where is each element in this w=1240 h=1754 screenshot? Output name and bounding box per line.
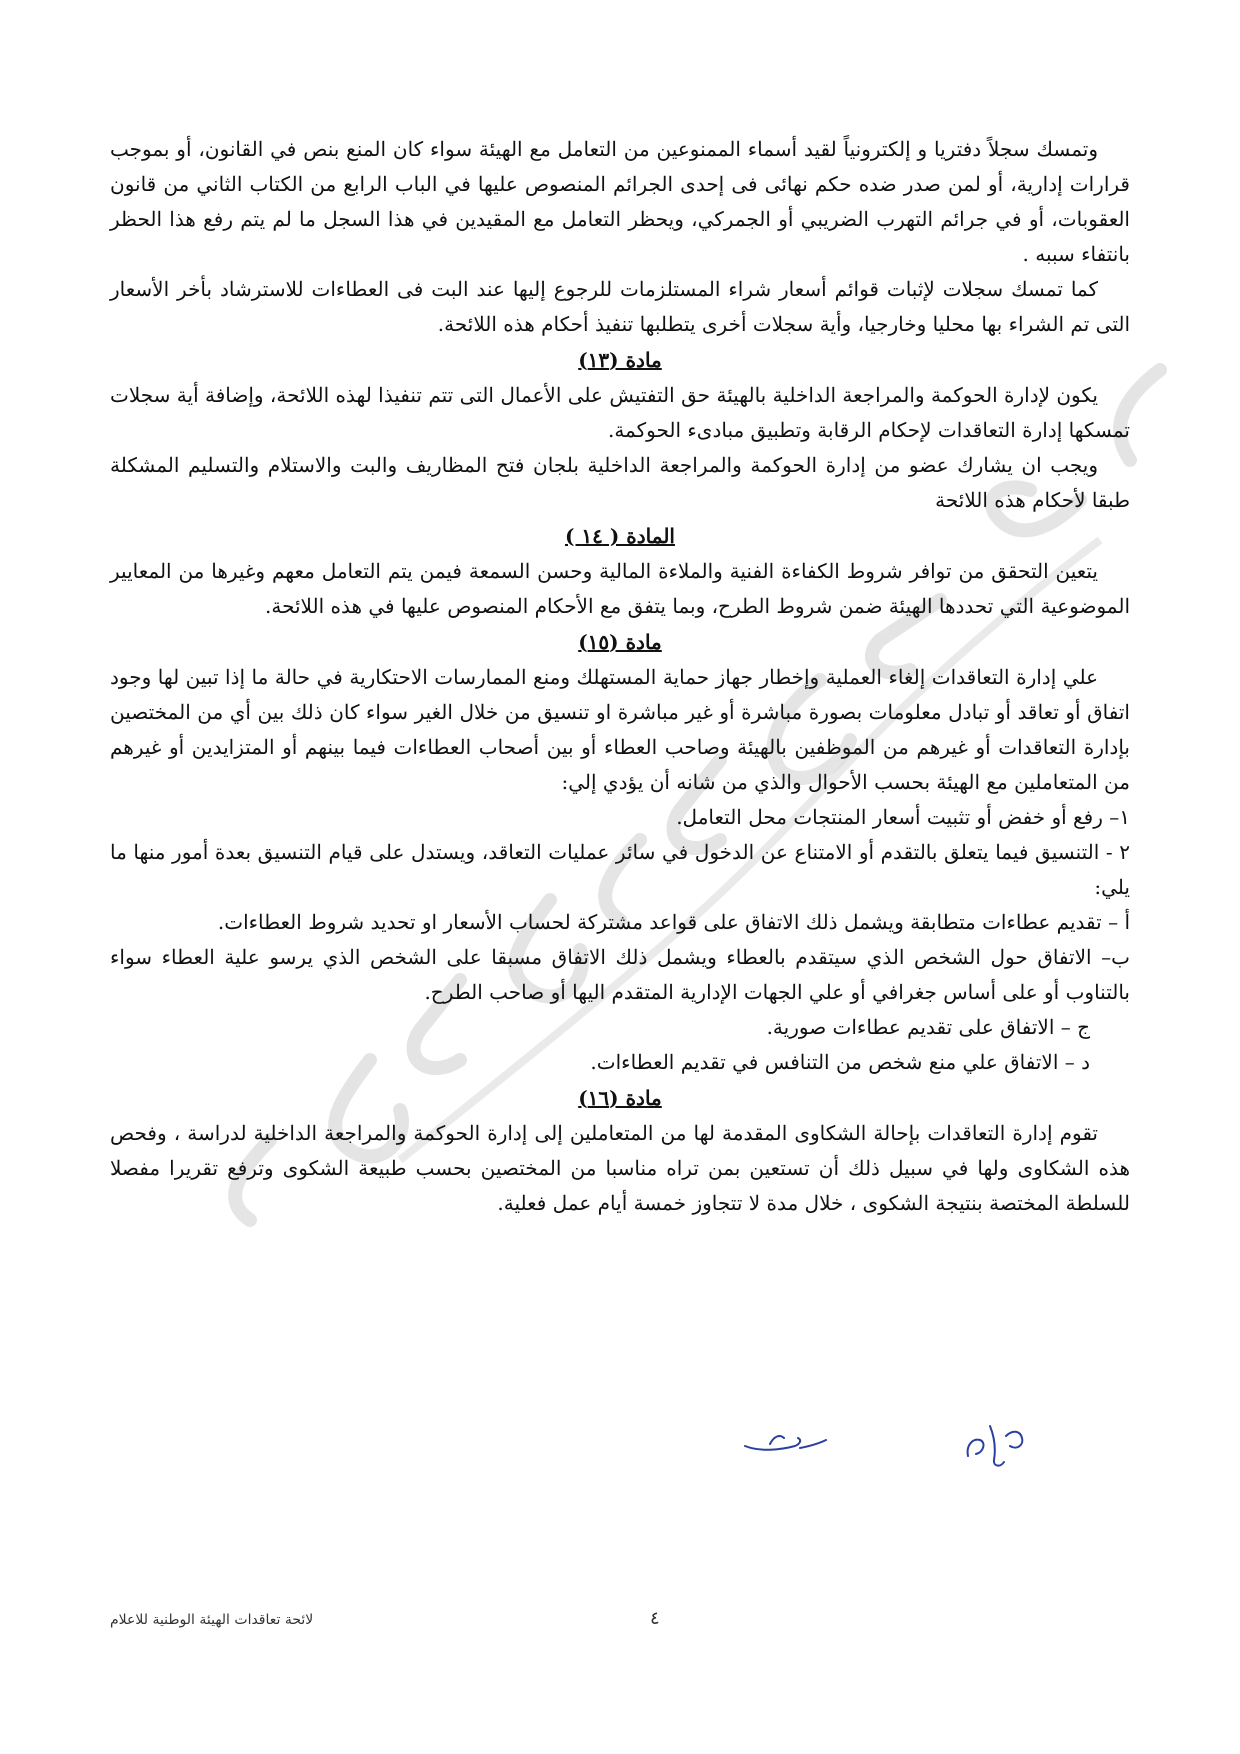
article-15-sub-d: د – الاتفاق علي منع شخص من التنافس في تقديم العطاءات. bbox=[590, 1050, 1090, 1074]
article-15-heading: مادة (١٥) bbox=[578, 630, 662, 654]
article-14-heading: المادة ( ١٤ ) bbox=[564, 524, 675, 548]
article-15-sub-a: أ – تقديم عطاءات متطابقة ويشمل ذلك الاتفاق على قواعد مشتركة لحساب الأسعار او تحديد شروط العطاءات. bbox=[217, 910, 1130, 934]
article-15-sub-c: ج – الاتفاق على تقديم عطاءات صورية. bbox=[766, 1015, 1090, 1039]
article-15-item-2: ٢ - التنسيق فيما يتعلق بالتقدم أو الامتناع عن الدخول في سائر عمليات التعاقد، ويستدل على قيام التنسيق بعدة أمور منها ما يلي: bbox=[110, 840, 1130, 899]
signature-initials-left bbox=[740, 1416, 830, 1466]
article-16-heading: مادة (١٦) bbox=[578, 1086, 662, 1110]
article-13-paragraph-1: يكون لإدارة الحوكمة والمراجعة الداخلية بالهيئة حق التفتيش على الأعمال التى تتم تنفيذا لهذه اللائحة، وإضافة أية سجلات تمسكها إدارة التعاقدات لإحكام الرقابة وتطبيق مبادىء الحوكمة. bbox=[110, 383, 1130, 442]
article-15-item-1: ١– رفع أو خفض أو تثبيت أسعار المنتجات محل التعامل. bbox=[676, 805, 1130, 829]
signature-initials-right bbox=[960, 1416, 1030, 1476]
article-13-heading: مادة (١٣) bbox=[578, 348, 662, 372]
page-footer bbox=[110, 1608, 1130, 1642]
paragraph-price-records: كما تمسك سجلات لإثبات قوائم أسعار شراء المستلزمات للرجوع إليها عند البت فى العطاءات للاسترشاد بأخر الأسعار التى تم الشراء بها محليا وخارجيا، وأية سجلات أخرى يتطلبها تنفيذ أحكام هذه اللائحة. bbox=[110, 277, 1130, 336]
article-15-sub-b: ب– الاتفاق حول الشخص الذي سيتقدم بالعطاء ويشمل ذلك الاتفاق مسبقا على الشخص الذي يرسو علية العطاء سواء بالتناوب أو على أساس جغرافي أو علي الجهات الإدارية المتقدم اليها أو صاحب الطرح. bbox=[110, 945, 1130, 1004]
article-15-paragraph: علي إدارة التعاقدات إلغاء العملية وإخطار جهاز حماية المستهلك ومنع الممارسات الاحتكارية في حالة ما إذا تبين لها وجود اتفاق أو تعاقد أو تبادل معلومات بصورة مباشرة أو غير مباشرة او تنسيق من خلال الغير سواء كان ذلك بين أي من المختصين بإدارة التعاقدات أو غيرهم من الموظفين بالهيئة وصاحب العطاء أو بين أصحاب العطاءات فيما بينهم أو المتزايدين أو غيرهم من المتعاملين مع الهيئة بحسب الأحوال والذي من شانه أن يؤدي إلي: bbox=[110, 665, 1131, 794]
page-number: ٤ bbox=[650, 1608, 660, 1629]
footer-document-title: لائحة تعاقدات الهيئة الوطنية للاعلام bbox=[110, 1612, 314, 1628]
article-16-paragraph: تقوم إدارة التعاقدات بإحالة الشكاوى المقدمة لها من المتعاملين إلى إدارة الحوكمة والمراجعة الداخلية لدراسة ، وفحص هذه الشكاوى ولها في سبيل ذلك أن تستعين بمن تراه مناسبا من المختصين بحسب طبيعة الشكوى وترفع تقريرا مفصلا للسلطة المختصة بنتيجة الشكوى ، خلال مدة لا تتجاوز خمسة أيام عمل فعلية. bbox=[110, 1121, 1130, 1215]
article-14-paragraph: يتعين التحقق من توافر شروط الكفاءة الفنية والملاءة المالية وحسن السمعة فيمن يتم التعامل معهم وغيرها من المعايير الموضوعية التي تحددها الهيئة ضمن شروط الطرح، وبما يتفق مع الأحكام المنصوص عليها في هذه اللائحة. bbox=[110, 559, 1130, 618]
paragraph-banned-registry: وتمسك سجلاً دفتريا و إلكترونياً لقيد أسماء الممنوعين من التعامل مع الهيئة سواء كان المنع بنص في القانون، أو بموجب قرارات إدارية، أو لمن صدر ضده حكم نهائى فى إحدى الجرائم المنصوص عليها في الباب الرابع من الكتاب الثاني من قانون العقوبات، أو في جرائم التهرب الضريبي أو الجمركي، ويحظر التعامل مع المقيدين في هذا السجل ما لم يتم رفع هذا الحظر بانتفاء سببه . bbox=[110, 137, 1130, 266]
document-body bbox=[110, 132, 1130, 1221]
article-13-paragraph-2: ويجب ان يشارك عضو من إدارة الحوكمة والمراجعة الداخلية بلجان فتح المظاريف والبت والاستلام والتسليم المشكلة طبقا لأحكام هذه اللائحة bbox=[110, 453, 1130, 512]
